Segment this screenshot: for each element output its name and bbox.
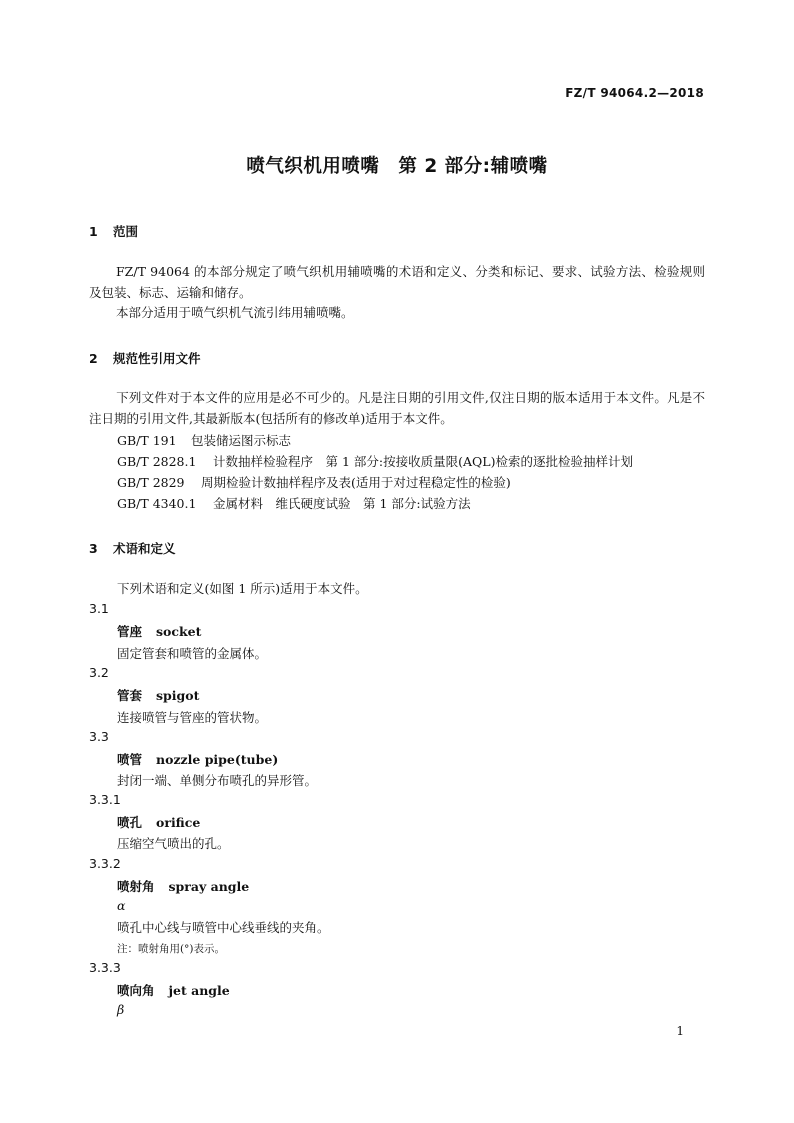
section-title: 规范性引用文件	[113, 351, 201, 366]
term-number: 3.3.1	[89, 792, 121, 807]
term-symbol: β	[117, 1002, 125, 1017]
term-en: nozzle pipe(tube)	[156, 752, 279, 767]
section-2-heading	[89, 349, 201, 367]
term-heading	[117, 981, 230, 999]
scope-paragraph-2	[89, 303, 705, 324]
term-en: spray angle	[168, 879, 250, 894]
reference-item	[117, 452, 633, 470]
term-zh: 管座	[117, 624, 143, 639]
reference-code: GB/T 4340.1	[117, 496, 197, 511]
reference-code: GB/T 2829	[117, 475, 185, 490]
term-zh: 喷向角	[117, 983, 155, 998]
page-number: 1	[676, 1024, 684, 1038]
section-1-heading	[89, 222, 138, 240]
term-definition: 压缩空气喷出的孔。	[117, 836, 230, 851]
section-3-heading	[89, 539, 176, 557]
term-definition: 喷孔中心线与喷管中心线垂线的夹角。	[117, 920, 330, 935]
scope-text-1: FZ/T 94064 的本部分规定了喷气织机用辅喷嘴的术语和定义、分类和标记、要求、试验方法、检验规则及包装、标志、运输和储存。	[89, 264, 705, 300]
refs-intro-text: 下列文件对于本文件的应用是必不可少的。凡是注日期的引用文件,仅注日期的版本适用于本文件。凡是不注日期的引用文件,其最新版本(包括所有的修改单)适用于本文件。	[89, 390, 705, 426]
reference-title: 包装储运图示标志	[191, 433, 292, 448]
term-definition: 封闭一端、单侧分布喷孔的异形管。	[117, 773, 318, 788]
document-title: 喷气织机用喷嘴 第 2 部分:辅喷嘴	[246, 156, 548, 177]
term-definition: 连接喷管与管座的管状物。	[117, 710, 268, 725]
section-number: 3	[89, 541, 98, 556]
scope-paragraph-1	[89, 262, 705, 303]
refs-intro-paragraph	[89, 388, 705, 429]
term-zh: 管套	[117, 688, 143, 703]
term-en: socket	[156, 624, 202, 639]
term-symbol: α	[117, 898, 126, 913]
term-en: jet angle	[168, 983, 230, 998]
section-title: 范围	[113, 224, 139, 239]
reference-code: GB/T 191	[117, 433, 177, 448]
reference-code: GB/T 2828.1	[117, 454, 197, 469]
term-en: spigot	[156, 688, 200, 703]
term-number: 3.3.3	[89, 960, 121, 975]
term-number: 3.3	[89, 729, 109, 744]
reference-item	[117, 473, 511, 491]
term-zh: 喷管	[117, 752, 143, 767]
section-number: 1	[89, 224, 98, 239]
scope-text-2: 本部分适用于喷气织机气流引纬用辅喷嘴。	[116, 305, 354, 320]
section-number: 2	[89, 351, 98, 366]
reference-title: 周期检验计数抽样程序及表(适用于对过程稳定性的检验)	[201, 475, 511, 490]
term-heading	[117, 877, 249, 895]
term-note: 注：喷射角用(°)表示。	[117, 943, 225, 955]
term-number: 3.2	[89, 665, 109, 680]
term-definition: 固定管套和喷管的金属体。	[117, 646, 268, 661]
section-title: 术语和定义	[113, 541, 176, 556]
reference-item	[117, 431, 291, 449]
reference-title: 金属材料 维氏硬度试验 第 1 部分:试验方法	[213, 496, 471, 511]
reference-item	[117, 494, 471, 512]
term-number: 3.1	[89, 601, 109, 616]
terms-intro: 下列术语和定义(如图 1 所示)适用于本文件。	[117, 581, 368, 596]
reference-title: 计数抽样检验程序 第 1 部分:按接收质量限(AQL)检索的逐批检验抽样计划	[213, 454, 633, 469]
term-heading	[117, 813, 200, 831]
term-heading	[117, 750, 278, 768]
term-zh: 喷孔	[117, 815, 143, 830]
term-zh: 喷射角	[117, 879, 155, 894]
term-number: 3.3.2	[89, 856, 121, 871]
term-en: orifice	[156, 815, 201, 830]
standard-code: FZ/T 94064.2—2018	[565, 86, 704, 100]
term-heading	[117, 686, 199, 704]
term-heading	[117, 622, 201, 640]
